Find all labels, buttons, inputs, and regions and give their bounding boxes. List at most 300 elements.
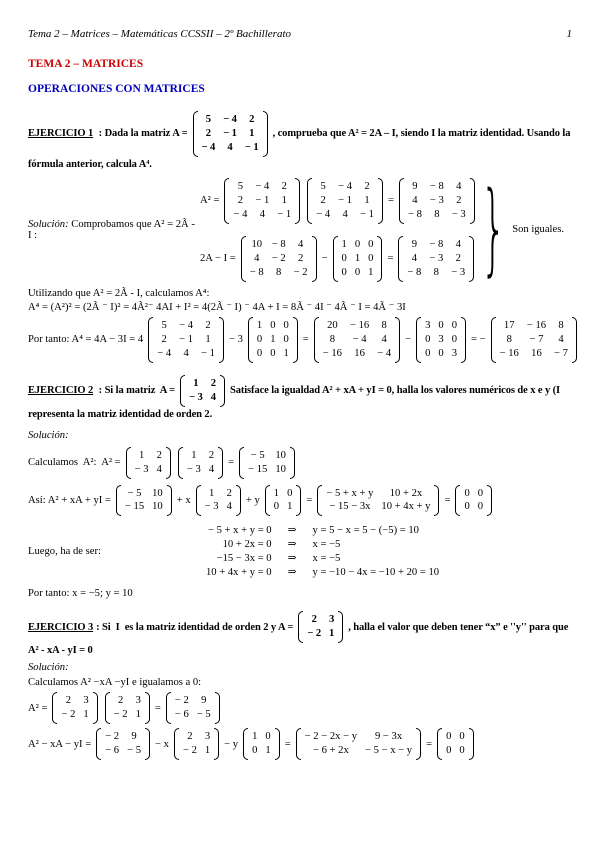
minus-3-text: − 3	[228, 334, 243, 346]
matrix-cell: − 2	[307, 628, 322, 640]
matrix-cell: 16	[354, 347, 365, 359]
equals-sign: =	[306, 494, 313, 506]
ex1-label: EJERCICIO 1	[28, 128, 94, 140]
matrix-grid	[312, 178, 378, 224]
matrix-cell: 0	[368, 252, 374, 264]
ex2-asi-line	[28, 485, 572, 517]
ex1-equation-stack	[200, 178, 477, 282]
matrix-cell: − 4	[223, 114, 237, 125]
matrix-cell: 10	[152, 487, 163, 499]
matrix-expression	[317, 485, 439, 517]
matrix-cell: 8	[434, 208, 440, 220]
matrix-cell: 0	[451, 333, 457, 345]
matrix-cell: 4	[183, 347, 189, 359]
matrix-4A	[314, 317, 400, 363]
eq-lhs-a-squared: A² =	[200, 195, 220, 207]
matrix-right-paren	[469, 236, 474, 282]
matrix-right-paren	[395, 317, 400, 363]
matrix-cell: 9	[131, 731, 137, 743]
matrix-cell: 8	[329, 333, 336, 345]
matrix-cell: − 5	[127, 745, 142, 757]
ex1-solution-caption	[28, 219, 200, 241]
matrix-grid	[185, 375, 220, 407]
matrix-cell: 1	[364, 194, 370, 206]
matrix-cell: 8	[558, 319, 564, 331]
ex1-equation-2a-minus-i	[200, 236, 477, 282]
matrix-zero	[437, 728, 474, 760]
matrix-cell: − 1	[201, 347, 215, 359]
matrix-cell: − 5 + x + y	[326, 487, 374, 499]
ex2-statement-text-2: Satisface la igualdad A² + xA + yI = 0, halla los valores numéricos de x e y (I	[229, 385, 561, 397]
matrix-A	[52, 692, 97, 724]
matrix-cell: 1	[368, 266, 374, 278]
ex1-solution-block	[28, 172, 572, 288]
matrix-cell: 2	[320, 194, 326, 206]
matrix-right-paren	[167, 485, 172, 517]
matrix-cell: 2	[65, 695, 72, 707]
matrix-expression	[296, 728, 421, 760]
implies-arrow: ⇒	[287, 525, 297, 537]
operaciones-title: OPERACIONES CON MATRICES	[28, 83, 205, 95]
ex2-label: EJERCICIO 2	[28, 385, 94, 397]
ex2-statement-line2: representa la matriz identidad de orden 2.	[28, 408, 213, 420]
matrix-A	[126, 447, 171, 479]
matrix-right-paren	[293, 317, 298, 363]
matrix-cell: − 1	[255, 194, 270, 206]
matrix-cell: − 15	[248, 463, 268, 475]
matrix-cell: 0	[451, 319, 457, 331]
ex3-calc-line: Calculamos A² −xA −yI e igualamos a 0:	[28, 677, 202, 689]
matrix-grid	[319, 317, 395, 363]
sys-eq-lhs: 10 + 2x = 0	[222, 538, 272, 550]
matrix-identity-2	[265, 485, 302, 517]
page-header	[28, 28, 572, 40]
matrix-cell: 0	[265, 731, 271, 743]
matrix-cell: − 16	[499, 347, 519, 359]
matrix-A-squared-result	[239, 447, 295, 479]
matrix-A	[307, 178, 383, 224]
matrix-cell: − 15 − 3x	[329, 501, 371, 513]
matrix-cell: − 6	[105, 745, 120, 757]
matrix-A	[148, 317, 224, 363]
matrix-cell: 2	[456, 194, 462, 206]
implies-arrow: ⇒	[287, 567, 297, 579]
matrix-cell: 4	[226, 501, 232, 513]
matrix-cell: − 3	[134, 463, 149, 475]
matrix-cell: − 3	[429, 252, 444, 264]
matrix-right-paren	[218, 447, 223, 479]
matrix-cell: 8	[381, 319, 387, 331]
matrix-grid	[460, 485, 487, 517]
ex2-asi-text: Así: A² + xA + yI =	[28, 494, 111, 506]
ex1-statement-text-2: , comprueba que A² = 2A – I, siendo I la matriz identidad. Usando la	[272, 128, 571, 140]
matrix-cell: 4	[455, 238, 461, 250]
matrix-cell: − 3	[186, 463, 201, 475]
matrix-grid	[153, 317, 219, 363]
matrix-cell: − 6 + 2x	[312, 745, 349, 757]
matrix-right-paren	[93, 692, 98, 724]
matrix-cell: − 2	[61, 709, 76, 721]
minus-x-text: − x	[155, 738, 169, 750]
matrix-cell: 1	[191, 449, 197, 461]
matrix-cell: 0	[354, 266, 361, 278]
matrix-cell: 2	[156, 449, 162, 461]
matrix-grid	[403, 236, 469, 282]
matrix-cell: 2	[311, 614, 317, 626]
matrix-a4-result	[491, 317, 577, 363]
matrix-cell: 4	[558, 333, 564, 345]
matrix-cell: − 8	[407, 266, 422, 278]
eq-lhs-a-squared: A² =	[28, 702, 48, 714]
matrix-cell: − 5	[196, 709, 211, 721]
ex3-lhs-text: A² − xA − yI =	[28, 738, 92, 750]
matrix-cell: 4	[342, 208, 348, 220]
matrix-A-squared-result	[116, 485, 172, 517]
matrix-grid	[404, 178, 470, 224]
matrix-A-squared-result	[96, 728, 150, 760]
matrix-cell: − 16	[322, 347, 342, 359]
matrix-A	[196, 485, 241, 517]
matrix-right-paren	[219, 317, 224, 363]
matrix-cell: 0	[270, 319, 276, 331]
matrix-right-paren	[236, 485, 241, 517]
matrix-cell: 0	[368, 238, 374, 250]
ex2-solucion-label: Solución:	[28, 429, 69, 441]
matrix-cell: 4	[254, 252, 260, 264]
matrix-cell: 2	[187, 731, 193, 743]
matrix-cell: 1	[204, 745, 211, 757]
matrix-cell: 4	[227, 141, 233, 153]
matrix-A-squared-result	[399, 178, 475, 224]
matrix-right-paren	[469, 728, 474, 760]
matrix-right-paren	[487, 485, 492, 517]
ex2-calc-text: Calculamos A²: A² =	[28, 457, 121, 469]
matrix-cell: 2	[161, 333, 167, 345]
matrix-cell: 0	[256, 333, 263, 345]
matrix-right-paren	[215, 692, 220, 724]
matrix-right-paren	[220, 375, 225, 407]
matrix-cell: 1	[283, 347, 289, 359]
matrix-cell: 2	[208, 449, 215, 461]
matrix-grid	[57, 692, 92, 724]
implies-arrow: ⇒	[287, 539, 297, 551]
equals-sign: =	[284, 738, 291, 750]
matrix-cell: − 4	[255, 180, 270, 192]
matrix-cell: − 4	[233, 208, 248, 220]
matrix-cell: − 3	[451, 266, 466, 278]
son-iguales-text: Son iguales.	[512, 224, 564, 236]
matrix-cell: 1	[138, 449, 145, 461]
matrix-cell: − 2	[293, 266, 308, 278]
matrix-3I	[416, 317, 466, 363]
matrix-grid	[303, 611, 338, 643]
ex3-a2-line	[28, 692, 572, 724]
matrix-cell: 2	[205, 319, 211, 331]
matrix-cell: 0	[446, 745, 452, 757]
ex1-portanto-line	[28, 317, 572, 363]
matrix-grid	[101, 728, 145, 760]
matrix-cell: 10 + 2x	[389, 487, 423, 499]
sys-eq-lhs: − 5 + x + y = 0	[207, 524, 272, 536]
equals-sign: =	[387, 253, 394, 265]
ex3-label: EJERCICIO 3	[28, 621, 94, 633]
matrix-grid	[246, 236, 312, 282]
matrix-cell: − 8	[249, 266, 264, 278]
matrix-cell: 1	[281, 194, 287, 206]
sys-eq-rhs: y = 5 − x = 5 − (−5) = 10	[312, 524, 419, 536]
matrix-identity-3	[248, 317, 298, 363]
matrix-cell: 5	[205, 114, 211, 125]
equals-minus-text: = −	[471, 334, 486, 346]
minus-sign: −	[321, 253, 328, 265]
matrix-cell: 0	[425, 347, 431, 359]
matrix-cell: − 1	[179, 333, 194, 345]
matrix-cell: 0	[438, 347, 444, 359]
matrix-grid	[496, 317, 572, 363]
matrix-cell: − 5	[250, 449, 265, 461]
matrix-cell: 0	[270, 347, 276, 359]
matrix-cell: 16	[531, 347, 542, 359]
matrix-cell: 3	[438, 333, 444, 345]
matrix-cell: 4	[456, 180, 462, 192]
implies-arrow: ⇒	[287, 553, 297, 565]
matrix-right-paren	[312, 236, 317, 282]
header-page-number: 1	[566, 28, 572, 40]
matrix-cell: − 1	[338, 194, 353, 206]
matrix-cell: 0	[354, 238, 361, 250]
matrix-cell: 2	[249, 114, 255, 125]
matrix-grid	[229, 178, 295, 224]
matrix-cell: 0	[477, 501, 484, 513]
matrix-cell: − 7	[529, 333, 544, 345]
equals-sign: =	[228, 457, 235, 469]
ex1-equation-a-squared	[200, 178, 477, 224]
matrix-cell: 0	[438, 319, 444, 331]
matrix-cell: 3	[425, 319, 431, 331]
matrix-grid	[421, 317, 461, 363]
matrix-right-paren	[145, 728, 150, 760]
matrix-right-paren	[296, 485, 301, 517]
ex1-solucion-text: Comprobamos que A² = 2Ã - I :	[28, 218, 195, 241]
matrix-cell: − 2	[271, 252, 286, 264]
ex2-calc-a2-line	[28, 447, 572, 479]
ex2-portanto-line: Por tanto: x = −5; y = 10	[28, 588, 133, 600]
matrix-cell: − 2	[113, 709, 128, 721]
matrix-grid	[253, 317, 293, 363]
matrix-grid	[201, 485, 236, 517]
matrix-cell: 2	[455, 252, 461, 264]
matrix-grid	[179, 728, 214, 760]
matrix-cell: 0	[256, 347, 263, 359]
matrix-cell: 4	[156, 463, 162, 475]
matrix-cell: − 1	[223, 127, 237, 139]
matrix-cell: 0	[273, 501, 280, 513]
minus-sign: −	[405, 334, 412, 346]
matrix-A	[224, 178, 300, 224]
equals-sign: =	[302, 334, 309, 346]
equals-sign: =	[387, 195, 394, 207]
matrix-right-paren	[470, 178, 475, 224]
ex1-a4-derivation-line: A⁴ = (A²)² = (2Ã ⁻ I)² = 4Ã²⁻ 4AI + I² = 4(2Ã ⁻ I) ⁻ 4A + I = 8Ã ⁻ 4I ⁻ 4Ã ⁻ I = 4Ã ⁻ 3I	[28, 301, 406, 313]
matrix-cell: 5	[161, 319, 167, 331]
matrix-right-paren	[275, 728, 280, 760]
matrix-cell: 4	[208, 463, 215, 475]
matrix-cell: − 1	[277, 208, 292, 220]
matrix-right-paren	[377, 236, 382, 282]
matrix-cell: − 8	[407, 208, 422, 220]
matrix-grid	[338, 236, 378, 282]
matrix-cell: 1	[354, 252, 361, 264]
matrix-cell: 5	[320, 180, 326, 192]
matrix-right-paren	[166, 447, 171, 479]
equals-sign: =	[426, 738, 433, 750]
matrix-grid	[183, 447, 218, 479]
matrix-cell: − 4	[179, 319, 194, 331]
minus-y-text: − y	[224, 738, 239, 750]
ex1-portanto-text: Por tanto: A⁴ = 4A − 3I = 4	[28, 334, 144, 346]
matrix-cell: 9 − 3x	[374, 731, 403, 743]
matrix-cell: − 5 − x − y	[365, 745, 413, 757]
matrix-cell: 0	[287, 487, 293, 499]
matrix-cell: 3	[451, 347, 457, 359]
matrix-cell: 1	[193, 377, 199, 389]
ex2-luego-label: Luego, ha de ser:	[28, 545, 101, 557]
matrix-zero	[455, 485, 492, 517]
ex3-statement-text-1: : Si I es la matriz identidad de orden 2 y A =	[96, 621, 294, 633]
matrix-cell: 3	[83, 695, 89, 707]
matrix-right-paren	[378, 178, 383, 224]
matrix-cell: − 2	[174, 695, 189, 707]
matrix-right-paren	[214, 728, 219, 760]
matrix-cell: 8	[506, 333, 512, 345]
matrix-cell: 1	[135, 709, 141, 721]
matrix-cell: − 16	[349, 319, 370, 331]
ex3-solucion-label: Solución:	[28, 662, 69, 674]
matrix-cell: 10 + 4x + y	[381, 501, 431, 513]
matrix-right-paren	[145, 692, 150, 724]
eq-lhs-2a-minus-i: 2A − I =	[200, 253, 236, 265]
ex1-utilizando-line: Utilizando que A² = 2Ã - I, calculamos A⁴:	[28, 287, 210, 299]
equals-sign: =	[154, 702, 161, 714]
matrix-cell: 10	[152, 501, 163, 513]
ex1-solucion-label: Solución:	[28, 218, 69, 230]
matrix-cell: − 3	[204, 501, 219, 513]
matrix-identity-2	[243, 728, 280, 760]
equals-sign: =	[444, 494, 451, 506]
header-course-title: Tema 2 – Matrices – Matemáticas CCSSII – 2º Bachillerato	[28, 28, 292, 40]
matrix-cell: 3	[204, 731, 211, 743]
matrix-cell: 2	[297, 252, 304, 264]
matrix-cell: 2	[364, 180, 370, 192]
matrix-cell: − 15	[124, 501, 145, 513]
tema-title: TEMA 2 – MATRICES	[28, 58, 144, 70]
matrix-cell: − 2	[182, 745, 197, 757]
matrix-right-paren	[461, 317, 466, 363]
sys-eq-rhs: y = −10 − 4x = −10 + 20 = 10	[312, 566, 440, 578]
matrix-A-squared-result	[166, 692, 220, 724]
sys-eq-rhs: x = −5	[312, 538, 341, 550]
matrix-cell: 1	[252, 731, 258, 743]
matrix-cell: 2	[237, 194, 244, 206]
matrix-cell: 0	[446, 731, 452, 743]
matrix-cell: 4	[412, 194, 418, 206]
matrix-cell: − 4	[338, 180, 353, 192]
matrix-cell: − 8	[271, 238, 286, 250]
ex3-matrix-A	[298, 611, 343, 643]
matrix-grid	[198, 111, 263, 157]
ex2-statement-line1	[28, 375, 572, 407]
matrix-cell: 10	[251, 238, 263, 250]
matrix-grid	[442, 728, 469, 760]
ex1-statement-line2: fórmula anterior, calcula A⁴.	[28, 158, 152, 170]
matrix-grid	[322, 485, 434, 517]
matrix-right-paren	[338, 611, 343, 643]
matrix-right-paren	[290, 447, 295, 479]
matrix-A	[105, 692, 150, 724]
matrix-cell: 1	[265, 745, 271, 757]
matrix-cell: − 7	[554, 347, 568, 359]
matrix-right-paren	[572, 317, 577, 363]
matrix-cell: 3	[329, 614, 335, 626]
grouping-brace: }	[480, 172, 507, 288]
matrix-right-paren	[416, 728, 421, 760]
sys-eq-rhs: x = −5	[312, 552, 341, 564]
matrix-cell: 1	[249, 127, 255, 139]
matrix-cell: − 2	[105, 731, 120, 743]
matrix-cell: − 4	[352, 333, 367, 345]
sys-eq-lhs: 10 + 4x + y = 0	[206, 566, 272, 578]
matrix-2a-minus-i-result	[398, 236, 474, 282]
matrix-cell: 10	[275, 463, 286, 475]
matrix-cell: 1	[270, 333, 276, 345]
matrix-cell: 4	[381, 333, 387, 345]
matrix-cell: 2	[226, 487, 232, 499]
matrix-2A	[241, 236, 317, 282]
matrix-cell: − 4	[377, 347, 392, 359]
matrix-cell: − 3	[429, 194, 444, 206]
matrix-grid	[131, 447, 166, 479]
matrix-right-paren	[434, 485, 439, 517]
matrix-right-paren	[263, 111, 268, 157]
matrix-cell: 17	[503, 319, 515, 331]
matrix-cell: − 8	[429, 180, 444, 192]
matrix-cell: 20	[327, 319, 338, 331]
matrix-cell: 2	[281, 180, 287, 192]
matrix-cell: − 4	[201, 141, 216, 153]
ex3-statement-text-2: , halla el valor que deben tener “x” e ''y'' para que	[348, 621, 569, 633]
matrix-cell: − 4	[316, 208, 331, 220]
matrix-cell: 2	[210, 377, 216, 389]
matrix-right-paren	[295, 178, 300, 224]
matrix-cell: − 1	[360, 208, 374, 220]
ex2-system-block	[28, 524, 572, 578]
matrix-cell: 10	[275, 449, 286, 461]
ex1-brace-note	[480, 172, 564, 288]
matrix-cell: 0	[459, 745, 465, 757]
matrix-cell: 0	[252, 745, 258, 757]
matrix-cell: 1	[205, 333, 211, 345]
matrix-cell: 1	[341, 238, 347, 250]
matrix-cell: 4	[259, 208, 265, 220]
matrix-cell: 5	[237, 180, 244, 192]
matrix-cell: 1	[287, 501, 293, 513]
matrix-cell: 4	[210, 391, 216, 403]
matrix-cell: 4	[297, 238, 304, 250]
matrix-cell: 9	[411, 238, 418, 250]
matrix-cell: 0	[464, 487, 470, 499]
ex3-statement-line1	[28, 611, 572, 643]
matrix-cell: − 3	[189, 391, 203, 403]
